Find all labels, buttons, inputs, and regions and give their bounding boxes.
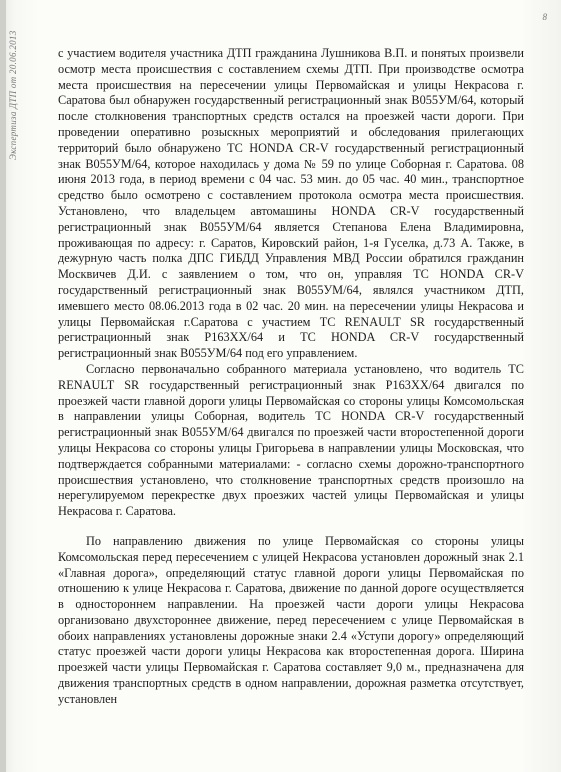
page-corner-mark: 8 <box>542 12 547 22</box>
handwritten-margin-note: Экспертиза ДТП от 20.06.2013 <box>8 30 18 160</box>
page-edge <box>0 0 6 772</box>
paragraph-1: с участием водителя участника ДТП гражданина Лушникова В.П. и понятых произвели осмотр места происшествия с составлением схемы ДТП. При производстве осмотра места происшествия на пересечении улицы Первомайская и улицы Некрасова г. Саратова был обнаружен государственный регистрационный знак В055УМ/64, который после столкновения транспортных средств остался на проезжей части дороги. При проведении оперативно розыскных мероприятий и обследования прилегающих территорий было обнаружено ТС HONDA CR-V государственный регистрационный знак В055УМ/64, которое находилась у дома № 59 по улице Соборная г. Саратова. 08 июня 2013 года, в период времени с 04 час. 53 мин. до 05 час. 40 мин., транспортное средство было осмотрено с составлением протокола осмотра места происшествия. Установлено, что владельцем автомашины HONDA CR-V государственный регистрационный знак В055УМ/64 является Степанова Елена Владимировна, проживающая по адресу: г. Саратов, Кировский район, 1-я Гуселка, д.73 А. Также, в дежурную часть полка ДПС ГИБДД Управления МВД России обратился гражданин Москвичев Д.И. с заявлением о том, что он, управляя ТС HONDA CR-V государственный регистрационный знак В055УМ/64, являлся участником ДТП, имевшего место 08.06.2013 года в 02 час. 20 мин. на пересечении улицы Некрасова и улицы Первомайская г.Саратова с участием ТС RENAULT SR государственный регистрационный знак Р163ХХ/64 и ТС HONDA CR-V государственный регистрационный знак В055УМ/64 под его управлением. <box>58 46 524 361</box>
paragraph-3: По направлению движения по улице Первомайская со стороны улицы Комсомольская перед пересечением с улицей Некрасова установлен дорожный знак 2.1 «Главная дорога», определяющий статус главной дороги улицы Первомайская по отношению к улице Некрасова г. Саратова, движение по данной дороге осуществляется в одностороннем направлении. На проезжей части дороги улицы Некрасова организовано двухстороннее движение, перед пересечением с улице Первомайская в обоих направлениях установлены дорожные знаки 2.4 «Уступи дорогу» определяющий статус проезжей части дороги улицы Некрасова как второстепенная дорога. Ширина проезжей части улицы Первомайская г. Саратова составляет 9,0 м., предназначена для движения транспортных средств в одном направлении, дорожная разметка отсутствует, установлен <box>58 533 524 706</box>
paragraph-2: Согласно первоначально собранного материала установлено, что водитель ТС RENAULT SR государственный регистрационный знак Р163ХХ/64 двигался по проезжей части главной дороги улицы Первомайская со стороны улицы Комсомольская в направлении улицы Соборная, водитель ТС HONDA CR-V государственный регистрационный знак В055УМ/64 двигался по проезжей части второстепенной дороги улицы Некрасова со стороны улицы Григорьева в направлении улицы Московская, что подтверждается собранными материалами: - согласно схемы дорожно-транспортного происшествия установлено, что столкновение транспортных средств произошло на нерегулируемом перекрестке двух проезжих частей улицы Первомайская и улицы Некрасова г. Саратова. <box>58 361 524 519</box>
document-body <box>58 46 524 708</box>
